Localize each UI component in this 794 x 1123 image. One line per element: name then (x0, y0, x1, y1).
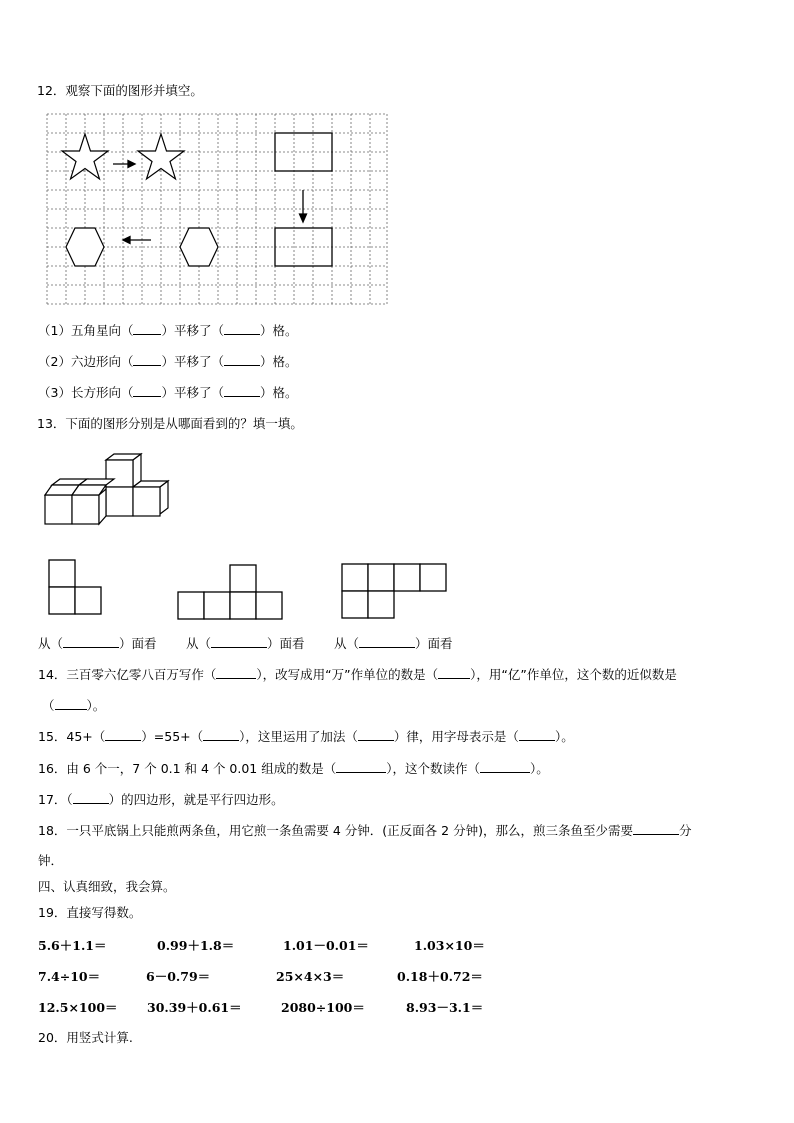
view-shape-2 (176, 563, 288, 621)
q20-title: 20．用竖式计算. (38, 1030, 133, 1045)
q19-title: 19．直接写得数。 (38, 905, 142, 920)
q12-item-2: （2）六边形向（ ）平移了（ ）格。 (38, 354, 298, 369)
answer-blank[interactable] (133, 384, 161, 397)
dashed-grid (47, 114, 387, 304)
q13-view-2-label: 从（ ）面看 (186, 636, 305, 651)
q14-line-2: （ ）。 (42, 698, 106, 713)
calc-item: 25×4×3＝ (276, 969, 345, 984)
answer-blank[interactable] (216, 666, 256, 679)
calc-item: 6－0.79＝ (146, 969, 211, 984)
answer-blank[interactable] (55, 697, 87, 710)
q12-item-3: （3）长方形向（ ）平移了（ ）格。 (38, 385, 298, 400)
calc-item: 30.39＋0.61＝ (147, 1000, 242, 1015)
q17-line: 17．（ ）的四边形，就是平行四边形。 (38, 792, 284, 807)
answer-blank[interactable] (133, 322, 161, 335)
answer-blank[interactable] (63, 635, 119, 648)
q14-line-1: 14．三百零六亿零八百万写作（ ），改写成用“万”作单位的数是（ ），用“亿”作单位，这个数的近似数是 (38, 667, 677, 682)
star-shape-right (138, 134, 184, 179)
answer-blank[interactable] (73, 791, 109, 804)
answer-blank[interactable] (358, 728, 394, 741)
q16-line: 16．由 6 个一，7 个 0.1 和 4 个 0.01 组成的数是（ ），这个数读作（ ）。 (38, 761, 549, 776)
calc-item: 0.99＋1.8＝ (157, 938, 235, 953)
q13-view-3-label: 从（ ）面看 (334, 636, 453, 651)
q15-line: 15．45+（ ）=55+（ ），这里运用了加法（ ）律，用字母表示是（ ）。 (38, 729, 574, 744)
answer-blank[interactable] (519, 728, 555, 741)
calc-item: 1.01－0.01＝ (283, 938, 369, 953)
answer-blank[interactable] (633, 822, 679, 835)
arrow-left-icon (123, 237, 151, 244)
answer-blank[interactable] (105, 728, 141, 741)
answer-blank[interactable] (203, 728, 239, 741)
answer-blank[interactable] (133, 353, 161, 366)
star-shape-left (62, 134, 108, 179)
answer-blank[interactable] (438, 666, 470, 679)
q13-view-1-label: 从（ ）面看 (38, 636, 157, 651)
hexagon-right (180, 228, 218, 266)
calc-item: 2080÷100＝ (281, 1000, 365, 1015)
hexagon-left (66, 228, 104, 266)
answer-blank[interactable] (480, 760, 530, 773)
calc-item: 1.03×10＝ (414, 938, 485, 953)
calc-item: 7.4÷10＝ (38, 969, 101, 984)
calc-item: 0.18＋0.72＝ (397, 969, 483, 984)
calc-item: 5.6＋1.1＝ (38, 938, 107, 953)
answer-blank[interactable] (359, 635, 415, 648)
answer-blank[interactable] (224, 353, 260, 366)
calc-item: 8.93－3.1＝ (406, 1000, 484, 1015)
view-shape-1 (47, 558, 107, 618)
section-heading: 四、认真细致，我会算。 (38, 879, 176, 894)
q12-item-1: （1）五角星向（ ）平移了（ ）格。 (38, 323, 298, 338)
calc-item: 12.5×100＝ (38, 1000, 118, 1015)
view-shape-3 (340, 562, 450, 620)
q12-title: 12．观察下面的图形并填空。 (37, 83, 203, 98)
translation-grid-figure (45, 112, 390, 307)
answer-blank[interactable] (224, 322, 260, 335)
q18-line-2: 钟． (38, 853, 64, 868)
answer-blank[interactable] (211, 635, 267, 648)
answer-blank[interactable] (336, 760, 386, 773)
answer-blank[interactable] (224, 384, 260, 397)
arrow-right-icon (113, 161, 135, 168)
cube-stack-figure (40, 452, 170, 532)
q13-title: 13．下面的图形分别是从哪面看到的？填一填。 (37, 416, 303, 431)
q18-line-1: 18．一只平底锅上只能煎两条鱼，用它煎一条鱼需要 4 分钟．(正反面各 2 分钟)，那么，煎三条鱼至少需要 分 (38, 823, 692, 838)
arrow-down-icon (300, 190, 307, 222)
